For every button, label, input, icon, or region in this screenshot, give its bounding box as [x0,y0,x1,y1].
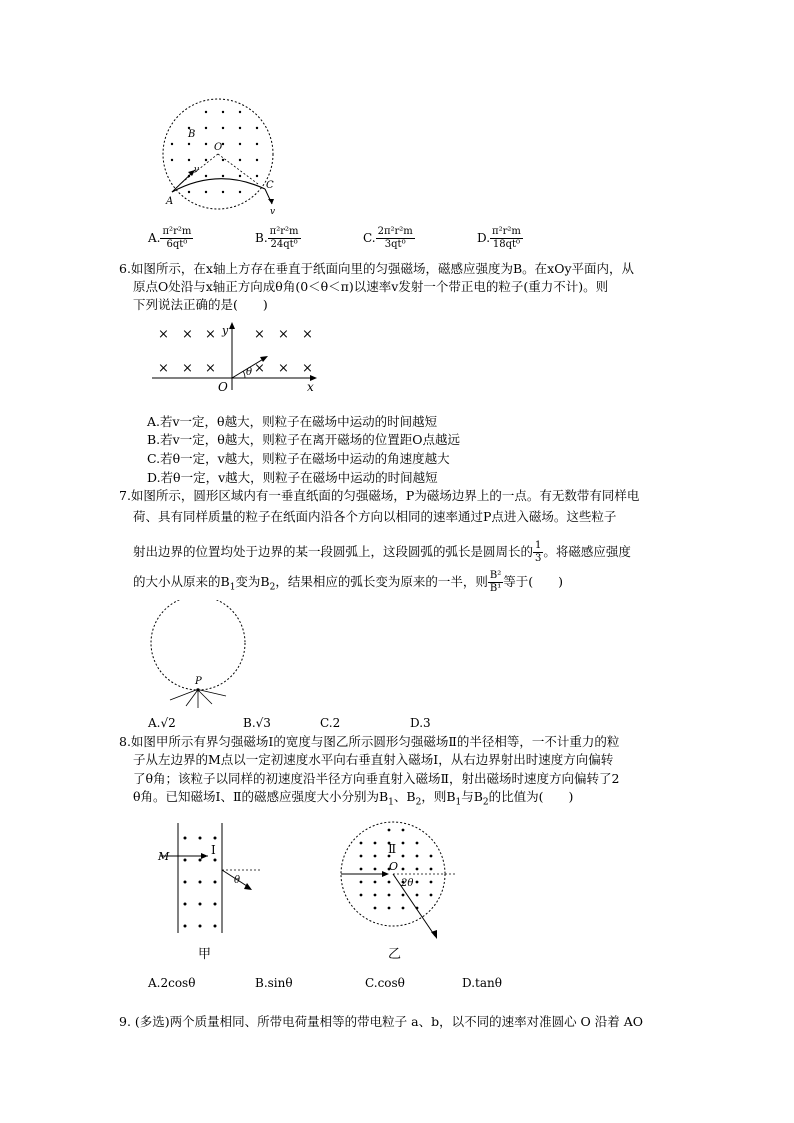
svg-text:×: × [302,327,313,342]
q8-label-2theta: 2θ [401,878,414,889]
field-dot [214,925,217,928]
field-dot [222,191,224,193]
field-dot [430,894,433,897]
q7-option-b[interactable]: B.√3 [243,716,271,730]
q5-label-O: O [214,142,223,153]
field-dot [256,143,258,145]
field-dot [388,829,391,832]
field-dot [199,837,202,840]
q6-label-theta: θ [246,367,253,378]
svg-text:×: × [158,361,169,376]
q6-option-b[interactable]: B.若v一定，θ越大，则粒子在离开磁场的位置距O点越远 [147,432,460,447]
field-dot [388,907,391,910]
q6-option-c[interactable]: C.若θ一定，v越大，则粒子在磁场中运动的角速度越大 [147,451,450,466]
q8-label-theta: θ [234,875,241,886]
q8-stem-line4: θ角。已知磁场Ⅰ、Ⅱ的磁感应强度大小分别为$B_1$、$B_2$，则$B_1$与$B_2$的比值为( ) [133,789,574,808]
q9-stem-line1: 9. (多选)两个质量相同、所带电荷量相等的带电粒子 a、b，以不同的速率对准圆心 O 沿着 AO [119,1014,644,1029]
svg-text:×: × [158,327,169,342]
field-dot [222,127,224,129]
field-dot [205,175,207,177]
field-dot [205,127,207,129]
q8-label-II: Ⅱ [388,842,397,856]
field-dot [416,842,419,845]
field-dot [239,143,241,145]
field-dot [360,881,363,884]
field-dot [374,907,377,910]
q8-stem-line1: 8.如图甲所示有界匀强磁场Ⅰ的宽度与图乙所示圆形匀强磁场Ⅱ的半径相等，一不计重力的粒 [119,734,620,749]
q5-option-d[interactable]: D. $\frac{\text{π²r²m}}{\text{18qt⁰}}$ [477,226,521,250]
field-dot [416,894,419,897]
field-dot [360,842,363,845]
svg-text:×: × [278,361,289,376]
field-dot [239,175,241,177]
field-dot [184,925,187,928]
field-dot [199,903,202,906]
q6-stem-line1: 6.如图所示，在x轴上方存在垂直于纸面向里的匀强磁场，磁感应强度为B。在xOy平面内，从 [119,261,635,276]
field-dot [184,859,187,862]
q8-option-b[interactable]: B.sinθ [255,976,293,990]
field-dot [188,191,190,193]
q7-option-d[interactable]: D.3 [410,716,431,730]
field-dot [374,881,377,884]
field-dot [205,191,207,193]
field-dot [222,111,224,113]
q5-option-c[interactable]: C. $\frac{\text{2π²r²m}}{\text{3qt⁰}}$ [363,226,413,250]
field-dot [188,143,190,145]
field-dot [184,881,187,884]
field-dot [402,907,405,910]
q8-label-I: Ⅰ [211,843,216,857]
field-dot [222,159,224,161]
field-dot [374,868,377,871]
field-dot [205,159,207,161]
svg-text:×: × [182,361,193,376]
field-dot [402,868,405,871]
field-dot [402,855,405,858]
field-dot [214,903,217,906]
field-dot [402,842,405,845]
field-dot [214,881,217,884]
field-dot [214,859,217,862]
q5-label-v2: v [270,207,276,217]
q8-option-c[interactable]: C.cosθ [365,976,405,990]
q8-label-M: M [158,850,170,863]
field-dot [199,881,202,884]
field-dot [171,159,173,161]
field-dot [239,159,241,161]
field-dot [239,111,241,113]
q5-label-v1: v [194,165,200,175]
field-dot [374,894,377,897]
field-dot [402,829,405,832]
q6-option-a[interactable]: A.若v一定，θ越大，则粒子在磁场中运动的时间越短 [147,414,438,429]
q8-label-O: O [389,860,399,873]
field-dot [374,842,377,845]
q6-label-O: O [218,380,228,394]
q6-option-d[interactable]: D.若θ一定，v越大，则粒子在磁场中运动的时间越短 [147,470,438,485]
svg-text:×: × [254,327,265,342]
q8-option-d[interactable]: D.tanθ [462,976,502,990]
field-dot [188,159,190,161]
field-dot [430,855,433,858]
q8-caption-yi: 乙 [388,947,402,962]
field-dot [205,111,207,113]
field-dot [388,894,391,897]
field-dot [199,925,202,928]
q8-figure-jia [150,818,270,968]
svg-text:×: × [278,327,289,342]
q7-label-P: P [195,676,202,687]
q5-figure [150,92,290,217]
q7-figure [140,600,260,710]
q6-stem-line3: 下列说法正确的是( ) [133,297,268,312]
q8-option-a[interactable]: A.2cosθ [148,976,196,990]
field-dot [360,894,363,897]
field-dot [239,191,241,193]
field-dot [214,837,217,840]
field-dot [388,881,391,884]
q5-label-C: C [266,180,274,191]
field-dot [205,143,207,145]
q8-stem-line3: 了θ角；该粒子以同样的初速度沿半径方向垂直射入磁场Ⅱ，射出磁场时速度方向偏转了2 [133,771,620,786]
svg-text:×: × [205,327,216,342]
field-dot [430,868,433,871]
field-dot [184,837,187,840]
svg-text:×: × [302,361,313,376]
q8-caption-jia: 甲 [198,947,212,962]
q7-option-c[interactable]: C.2 [320,716,341,730]
q7-stem-line2: 荷、具有同样质量的粒子在纸面内沿各个方向以相同的速率通过P点进入磁场。这些粒子 [133,509,617,524]
field-dot [430,881,433,884]
field-dot [171,143,173,145]
q6-label-y: y [222,324,229,337]
field-dot [222,175,224,177]
field-dot [374,855,377,858]
q7-stem-line4: 的大小从原来的$B_1$变为$B_2$，结果相应的弧长变为原来的一半，则 $\frac{\text{B²}}{\text{B¹}}$ 等于( ) [133,570,563,594]
field-dot [360,855,363,858]
q5-label-B: B [188,129,196,140]
q6-figure [150,320,325,395]
svg-text:×: × [254,361,265,376]
field-dot [416,855,419,858]
q6-label-x: x [307,380,314,394]
q8-figure-yi [335,818,465,968]
field-dot [360,868,363,871]
q5-option-b[interactable]: B. $\frac{\text{π²r²m}}{\text{24qt⁰}}$ [255,226,299,250]
field-dot [256,127,258,129]
field-dot [416,868,419,871]
q5-option-a[interactable]: A. $\frac{\text{π²r²m}}{\text{6qt⁰}}$ [148,226,192,250]
q8-stem-line2: 子从左边界的M点以一定初速度水平向右垂直射入磁场Ⅰ，从右边界射出时速度方向偏转 [133,752,614,767]
field-dot [402,894,405,897]
q7-stem-line1: 7.如图所示，圆形区域内有一垂直纸面的匀强磁场，P为磁场边界上的一点。有无数带有同样电 [119,488,640,503]
q5-label-A: A [166,196,174,207]
field-dot [239,127,241,129]
field-dot [416,881,419,884]
field-dot [184,903,187,906]
q7-option-a[interactable]: A.√2 [148,716,176,730]
field-dot [256,175,258,177]
svg-text:×: × [205,361,216,376]
q6-stem-line2: 原点O处沿与x轴正方向成θ角(0＜θ＜π)以速率v发射一个带正电的粒子(重力不计)。则 [133,279,609,294]
q7-stem-line3: 射出边界的位置均处于边界的某一段圆弧上，这段圆弧的弧长是圆周长的 $\frac{1}{3}$ 。将磁感应强度 [133,540,631,564]
field-dot [256,159,258,161]
svg-text:×: × [182,327,193,342]
